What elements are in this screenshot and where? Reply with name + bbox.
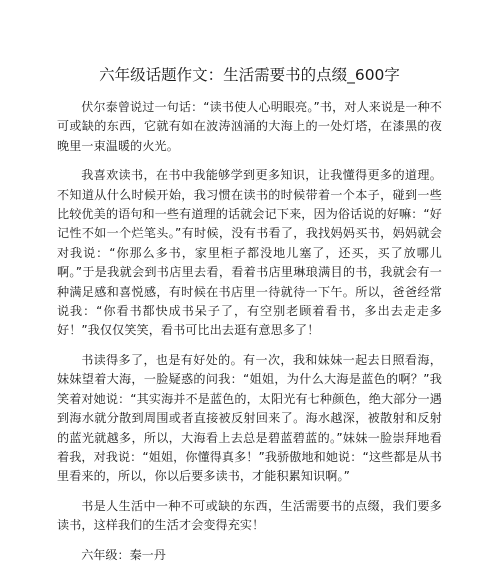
paragraph-2: 我喜欢读书，在书中我能够学到更多知识，让我懂得更多的道理。不知道从什么时候开始，我习惯在读书的时候带着一个本子，碰到一些比较优美的语句和一些有道理的话就会记下来，因为俗话说的好嘛：“好记性不如一个烂笔头。”有时候，没有书看了，我找妈妈买书，妈妈就会对我说：“你那么多书，家里柜子都没地儿塞了，还买，买了放哪儿啊。”于是我就会到书店里去看，看着书店里琳琅满目的书，我就会有一种满足感和喜悦感，有时候在书店里一待就待一下午。所以，爸爸经常说我：“你看书都快成书呆子了，有空别老顾着看书，多出去走走多好！”我仅仅笑笑，看书可比出去逛有意思多了！ bbox=[57, 168, 442, 338]
document-title: 六年级话题作文：生活需要书的点缀_600字 bbox=[99, 66, 400, 84]
paragraph-3: 书读得多了，也是有好处的。有一次，我和妹妹一起去日照看海，妹妹望着大海，一脸疑惑的问我：“姐姐，为什么大海是蓝色的啊？”我笑着对她说：“其实海并不是蓝色的，太阳光有七种颜色，绝大部分一遇到海水就分散到周围或者直接被反射回来了。海水越深，被散射和反射的蓝光就越多，所以，大海看上去总是碧蓝碧蓝的。”妹妹一脸崇拜地看着我，对我说：“姐姐，你懂得真多！”我骄傲地和她说：“这些都是从书里看来的，所以，你以后要多读书，才能积累知识啊。” bbox=[57, 352, 442, 484]
paragraph-1: 伏尔泰曾说过一句话：“读书使人心明眼亮。”书，对人来说是一种不可或缺的东西，它就有如在波涛汹涌的大海上的一处灯塔，在漆黑的夜晚里一束温暖的火光。 bbox=[57, 100, 442, 153]
paragraph-4: 书是人生活中一种不可或缺的东西，生活需要书的点缀，我们要多读书，这样我们的生活才会变得充实！ bbox=[57, 498, 442, 533]
author-signature: 六年级：秦一丹 bbox=[81, 547, 166, 562]
